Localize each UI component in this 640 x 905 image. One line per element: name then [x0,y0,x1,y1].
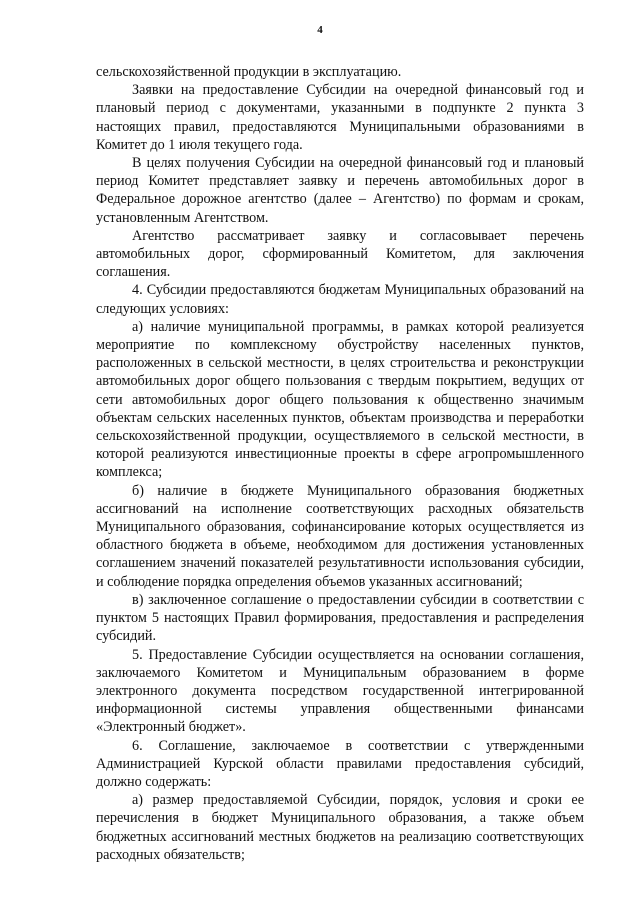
paragraph-clause-4c: в) заключенное соглашение о предоставлении субсидии в соответствии с пунктом 5 настоящих Правил формирования, предоставления и распределения субсидий. [96,591,584,645]
paragraph-clause-6a: а) размер предоставляемой Субсидии, порядок, условия и сроки ее перечисления в бюджет Муниципального образования, а также объем бюджетных ассигнований местных бюджетов на реализацию соответствующих расходных обязательств; [96,792,584,863]
paragraph-clause-4b: б) наличие в бюджете Муниципального образования бюджетных ассигнований на исполнение соответствующих расходных обязательств Муниципального образования, софинансирование которых осуществляется из областного бюджета в объеме, необходимом для достижения установленных соглашением значений показателей результативности использования субсидии, и соблюдение порядка определения объемов указанных ассигнований; [96,482,584,590]
paragraph-continuation: сельскохозяйственной продукции в эксплуатацию. [96,64,402,80]
paragraph-committee-submission: В целях получения Субсидии на очередной финансовый год и плановый период Комитет представляет заявку и перечень автомобильных дорог в Федеральное дорожное агентство (далее – Агентство) по формам и срокам, установленным Агентством. [96,155,584,226]
document-body [96,63,584,864]
paragraph-applications-deadline: Заявки на предоставление Субсидии на очередной финансовый год и плановый период с документами, указанными в подпункте 2 пункта 3 настоящих правил, предоставляются Муниципальными образованиями в Комитет до 1 июля текущего года. [96,82,584,153]
paragraph-clause-4a: а) наличие муниципальной программы, в рамках которой реализуется мероприятие по комплексному обустройству населенных пунктов, расположенных в сельской местности, в целях строительства и реконструкции автомобильных дорог общего пользования с твердым покрытием, ведущих от сети автомобильных дорог общего пользования к общественно значимым объектам сельских населенных пунктов, объектам производства и переработки сельскохозяйственной продукции, осуществляемого в сельской местности, в которой реализуются инвестиционные проекты в сфере агропромышленного комплекса; [96,318,584,481]
paragraph-clause-5: 5. Предоставление Субсидии осуществляется на основании соглашения, заключаемого Комитетом и Муниципальным образованием в форме электронного документа посредством государственной интегрированной информационной системы управления общественными финансами «Электронный бюджет». [96,646,584,736]
paragraph-clause-6: 6. Соглашение, заключаемое в соответствии с утвержденными Администрацией Курской области правилами предоставления субсидий, должно содержать: [96,737,584,790]
page-number: 4 [317,24,323,36]
paragraph-clause-4: 4. Субсидии предоставляются бюджетам Муниципальных образований на следующих условиях: [96,282,584,317]
paragraph-agency-review: Агентство рассматривает заявку и согласовывает перечень автомобильных дорог, сформированный Комитетом, для заключения соглашения. [96,227,584,281]
